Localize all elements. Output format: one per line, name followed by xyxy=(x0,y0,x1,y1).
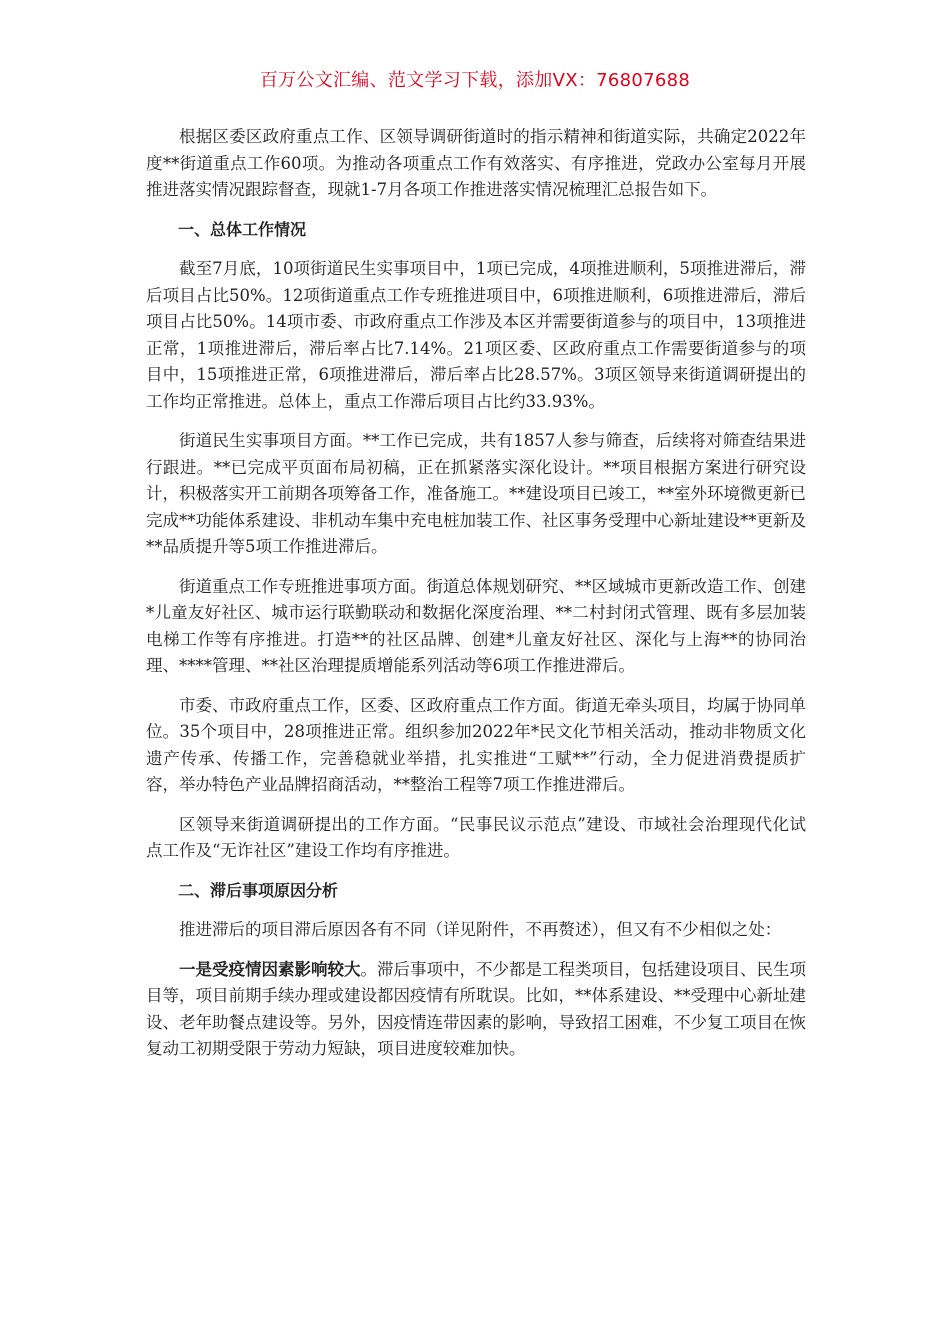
document-body xyxy=(146,124,806,1076)
intro-paragraph: 根据区委区政府重点工作、区领导调研街道时的指示精神和街道实际，共确定2022年度**街道重点工作60项。为推动各项重点工作有效落实、有序推进，党政办公室每月开展推进落实情况跟踪督查，现就1-7月各项工作推进落实情况梳理汇总报告如下。 xyxy=(146,127,806,199)
pandemic-impact-paragraph xyxy=(146,957,806,1063)
section-1-heading: 一、总体工作情况 xyxy=(178,219,307,239)
leader-research-paragraph: 区领导来街道调研提出的工作方面。“民事民议示范点”建设、市域社会治理现代化试点工作及“无诈社区”建设工作均有序推进。 xyxy=(146,814,806,860)
overall-status-paragraph: 截至7月底，10项街道民生实事项目中，1项已完成，4项推进顺利，5项推进滞后，滞后项目占比50%。12项街道重点工作专班推进项目中，6项推进顺利，6项推进滞后，滞后项目占比50%。14项市委、市政府重点工作涉及本区并需要街道参与的项目中，13项推进正常，1项推进滞后，滞后率占比7.14%。21项区委、区政府重点工作需要街道参与的项目中，15项推进正常，6项推进滞后，滞后率占比28.57%。3项区领导来街道调研提出的工作均正常推进。总体上，重点工作滞后项目占比约33.93%。 xyxy=(146,259,806,411)
delay-intro-paragraph: 推进滞后的项目滞后原因各有不同（详见附件，不再赘述），但又有不少相似之处： xyxy=(179,920,782,939)
livelihood-projects-paragraph: 街道民生实事项目方面。**工作已完成，共有1857人参与筛查，后续将对筛查结果进行跟进。**已完成平页面布局初稿，正在抓紧落实深化设计。**项目根据方案进行研究设计，积极落实开工前期各项筹备工作，准备施工。**建设项目已竣工，**室外环境微更新已完成**功能体系建设、非机动车集中充电桩加装工作、社区事务受理中心新址建设**更新及**品质提升等5项工作推进滞后。 xyxy=(146,431,806,556)
pandemic-impact-body: 。滞后事项中，不少都是工程类项目，包括建设项目、民生项目等，项目前期手续办理或建设都因疫情有所耽误。比如，**体系建设、**受理中心新址建设、老年助餐点建设等。另外，因疫情连带因素的影响，导致招工困难，不少复工项目在恢复动工初期受限于劳动力短缺，项目进度较难加快。 xyxy=(146,959,806,1058)
municipal-district-paragraph: 市委、市政府重点工作，区委、区政府重点工作方面。街道无牵头项目，均属于协同单位。35个项目中，28项推进正常。组织参加2022年*民文化节相关活动，推动非物质文化遗产传承、传播工作，完善稳就业举措，扎实推进“工赋**”行动，全力促进消费提质扩容，举办特色产业品牌招商活动，**整治工程等7项工作推进滞后。 xyxy=(146,695,806,794)
special-task-paragraph: 街道重点工作专班推进事项方面。街道总体规划研究、**区域城市更新改造工作、创建*儿童友好社区、城市运行联勤联动和数据化深度治理、**二村封闭式管理、既有多层加装电梯工作等有序推进。打造**的社区品牌、创建*儿童友好社区、深化与上海**的协同治理、****管理、**社区治理提质增能系列活动等6项工作推进滞后。 xyxy=(146,576,806,675)
header-banner: 百万公文汇编、范文学习下载，添加VX：76807688 xyxy=(259,70,691,91)
section-2-heading: 二、滞后事项原因分析 xyxy=(178,880,339,900)
pandemic-impact-lead: 一是受疫情因素影响较大 xyxy=(179,959,361,979)
